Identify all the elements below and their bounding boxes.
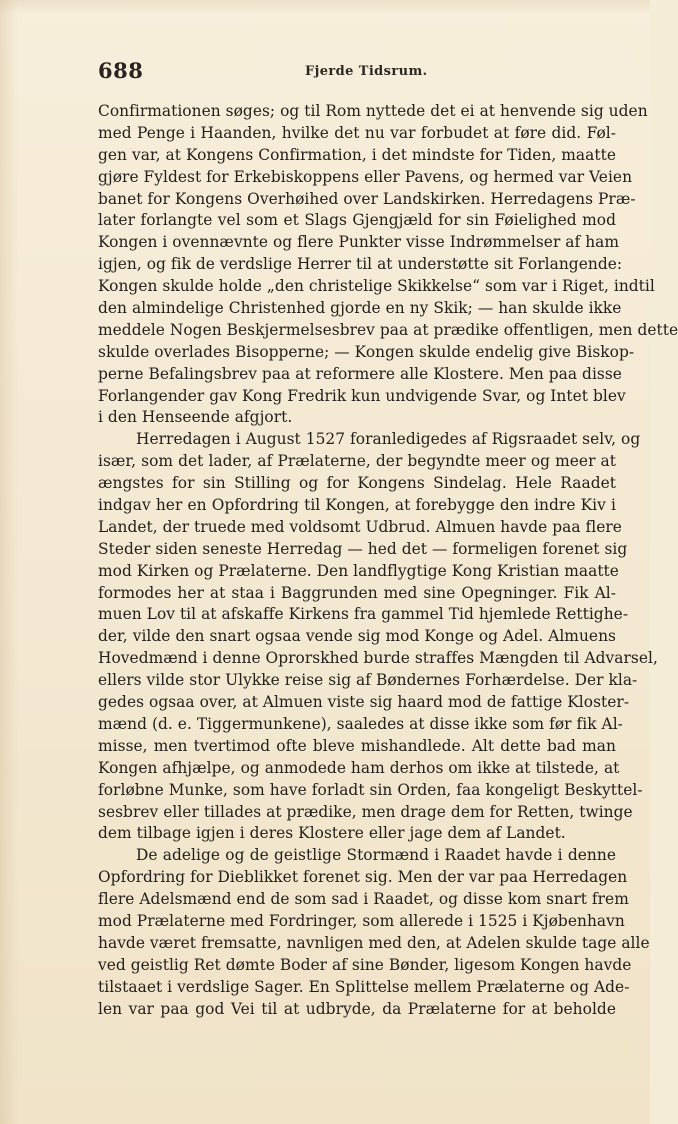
text-line: mænd (d. e. Tiggermunkene), saaledes at disse ikke som før fik Al- [98, 714, 623, 733]
text-line: Kongen skulde holde „den christelige Skikkelse“ som var i Riget, indtil [98, 277, 655, 296]
text-line: gedes ogsaa over, at Almuen viste sig haard mod de fattige Kloster- [98, 693, 630, 712]
text-line: med Penge i Haanden, hvilke det nu var forbudet at føre did. Føl- [98, 123, 616, 142]
text-line: len var paa god Vei til at udbryde, da Prælaterne for at beholde [98, 999, 616, 1018]
text-line: der, vilde den snart ogsaa vende sig mod Konge og Adel. Almuens [98, 627, 616, 646]
text-line: meddele Nogen Beskjermelsesbrev paa at prædike offentligen, men dette [98, 320, 678, 339]
text-line: De adelige og de geistlige Stormænd i Raadet havde i denne [136, 846, 616, 865]
text-line: ellers vilde stor Ulykke reise sig af Bøndernes Forhærdelse. Der kla- [98, 671, 638, 690]
text-line: ved geistlig Ret dømte Boder af sine Bønder, ligesom Kongen havde [98, 955, 632, 974]
text-line: misse, men tvertimod ofte bleve mishandlede. Alt dette bad man [98, 736, 616, 755]
text-line: banet for Kongens Overhøihed over Landskirken. Herredagens Præ- [98, 189, 636, 208]
text-line: havde været fremsatte, navnligen med den, at Adelen skulde tage alle [98, 933, 650, 952]
text-line: Forlangender gav Kong Fredrik kun undvigende Svar, og Intet blev [98, 386, 626, 405]
text-line: Confirmationen søges; og til Rom nyttede det ei at henvende sig uden [98, 102, 648, 120]
text-line: dem tilbage igjen i deres Klostere eller jage dem af Landet. [98, 824, 566, 843]
text-line: især, som det lader, af Prælaterne, der begyndte meer og meer at [98, 452, 616, 471]
text-line: Landet, der truede med voldsomt Udbrud. Almuen havde paa flere [98, 517, 622, 536]
text-line: Opfordring for Dieblikket forenet sig. Men der var paa Herredagen [98, 868, 628, 887]
text-line: den almindelige Christenhed gjorde en ny Skik; — han skulde ikke [98, 299, 622, 318]
text-line: tilstaaet i verdslige Sager. En Splittelse mellem Prælaterne og Ade- [98, 977, 630, 996]
text-line: Herredagen i August 1527 foranledigedes af Rigsraadet selv, og [136, 430, 641, 449]
text-line: i den Henseende afgjort. [98, 408, 293, 427]
text-line: perne Befalingsbrev paa at reformere alle Klostere. Men paa disse [98, 364, 622, 383]
text-line: gen var, at Kongens Confirmation, i det mindste for Tiden, maatte [98, 145, 616, 164]
text-line: later forlangte vel som et Slags Gjengjæld for sin Føielighed mod [98, 211, 616, 230]
text-line: gjøre Fyldest for Erkebiskoppens eller Pavens, og hermed var Veien [98, 167, 633, 186]
text-line: mod Prælaterne med Fordringer, som allerede i 1525 i Kjøbenhavn [98, 911, 625, 930]
text-line: Kongen i ovennævnte og flere Punkter visse Indrømmelser af ham [98, 233, 620, 252]
text-line: indgav her en Opfordring til Kongen, at forebygge den indre Kiv i [98, 496, 616, 515]
body-text [98, 101, 678, 1020]
page-number: 688 [98, 58, 144, 83]
text-line: Hovedmænd i denne Oprorskhed burde straffes Mængden til Advarsel, [98, 649, 658, 668]
page-header [98, 58, 616, 86]
text-line: muen Lov til at afskaffe Kirkens fra gammel Tid hjemlede Rettighe- [98, 605, 629, 624]
text-line: mod Kirken og Prælaterne. Den landflygtige Kong Kristian maatte [98, 561, 619, 580]
text-line: formodes her at staa i Baggrunden med sine Opegninger. Fik Al- [98, 583, 616, 602]
text-line: Kongen afhjælpe, og anmodede ham derhos om ikke at tilstede, at [98, 758, 620, 777]
text-line: flere Adelsmænd end de som sad i Raadet, og disse kom snart frem [98, 890, 629, 909]
text-line: igjen, og fik de verdslige Herrer til at understøtte sit Forlangende: [98, 255, 623, 274]
text-line: skulde overlades Bisopperne; — Kongen skulde endelig give Biskop- [98, 342, 635, 361]
text-line: forløbne Munke, som have forladt sin Orden, faa kongeligt Beskyttel- [98, 780, 643, 799]
text-line: sesbrev eller tillades at prædike, men drage dem for Retten, twinge [98, 802, 633, 821]
text-line: ængstes for sin Stilling og for Kongens Sindelag. Hele Raadet [98, 474, 616, 493]
text-line: Steder siden seneste Herredag — hed det — formeligen forenet sig [98, 539, 628, 558]
running-title: Fjerde Tidsrum. [305, 64, 428, 79]
